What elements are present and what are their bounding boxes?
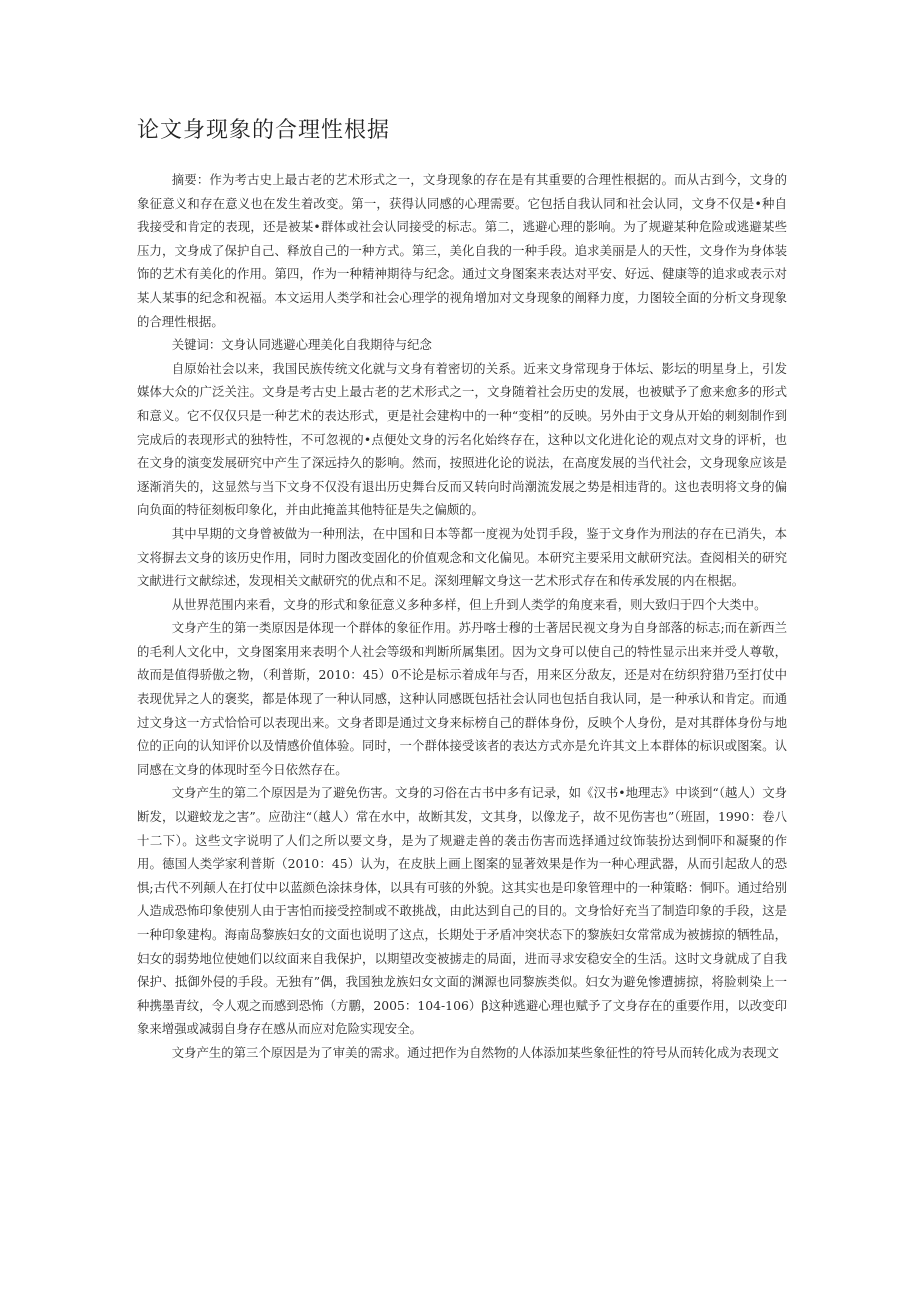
body-paragraph: 自原始社会以来，我国民族传统文化就与文身有着密切的关系。近来文身常现身于体坛、影坛的明星身上，引发媒体大众的广泛关注。文身是考古史上最古老的艺术形式之一，文身随着社会历史的发展，也被赋予了愈来愈多的形式和意义。它不仅仅只是一种艺术的表达形式，更是社会建构中的一种“变相”的反映。另外由于文身从开始的刺刻制作到完成后的表现形式的独特性，不可忽视的•点便处文身的污名化始终存在，这种以文化进化论的观点对文身的评析，也在文身的演变发展研究中产生了深远持久的影响。然而，按照进化论的说法，在高度发展的当代社会，文身现象应该是逐渐消失的，这显然与当下文身不仅没有退出历史舞台反而又转向时尚潮流发展之势是相违背的。这也表明将文身的偏向负面的特征刻板印象化，并由此掩盖其他特征是失之偏颇的。 xyxy=(137,360,787,518)
body-paragraph: 其中早期的文身曾被做为一种刑法，在中国和日本等都一度视为处罚手段，鉴于文身作为刑法的存在已消失，本文将摒去文身的该历史作用，同时力图改变固化的价值观念和文化偏见。本研究主要采用文献研究法。查阅相关的研究文献进行文献综述，发现相关文献研究的优点和不足。深刻理解文身这一艺术形式存在和传承发展的内在根据。 xyxy=(137,525,787,589)
body-paragraph: 文身产生的第三个原因是为了审美的需求。通过把作为自然物的人体添加某些象征性的符号从而转化成为表现文 xyxy=(171,1044,779,1060)
keywords-paragraph: 关键词：文身认同逃避心理美化自我期待与纪念 xyxy=(171,337,432,353)
document-title: 论文身现象的合理性根据 xyxy=(137,118,391,143)
body-paragraph: 文身产生的第一类原因是体现一个群体的象征作用。苏丹喀士穆的士著居民视文身为自身部落的标志;而在新西兰的毛利人文化中，文身图案用来表明个人社会等级和判断所属集团。因为文身可以使自己的特性显示出来并受人尊敬，故而是值得骄傲之物，（利普斯，2010：45）0不论是标示着成年与否，用来区分敌友，还是对在纺织狩猎乃至打仗中表现优异之人的褒奖，都是体现了一种认同感，这种认同感既包括社会认同也包括自我认同，是一种承认和肯定。而通过文身这一方式恰恰可以表现出来。文身者即是通过文身来标榜自己的群体身份，反映个人身份，是对其群体身份与地位的正向的认知评价以及情感价值体验。同时，一个群体接受该者的表达方式亦是允许其文上本群体的标识或图案。认同感在文身的体现时至今日依然存在。 xyxy=(137,620,787,777)
body-paragraph: 从世界范围内来看，文身的形式和象征意义多种多样，但上升到人类学的角度来看，则大致归于四个大类中。 xyxy=(171,596,767,612)
body-paragraph: 文身产生的第二个原因是为了避免伤害。文身的习俗在古书中多有记录，如《汉书•地理志》中谈到“（越人）文身断发，以避蛟龙之害”。应劭注“（越人）常在水中，故断其发，文其身，以像龙子，故不见伤害也”（班固，1990：卷八十二下）。这些文字说明了人们之所以要文身，是为了规避走兽的袭击伤害而选择通过纹饰装扮达到恫吓和凝聚的作用。德国人类学家利普斯（2010：45）认为，在皮肤上画上图案的显著效果是作为一种心理武器，从而引起敌人的恐惧;古代不列颠人在打仗中以蓝颜色涂抹身体，以具有可骇的外貌。这其实也是印象管理中的一种策略：恫吓。通过给别人造成恐怖印象使别人由于害怕而接受控制或不敢挑战，由此达到自己的目的。文身恰好充当了制造印象的手段，这是一种印象建构。海南岛黎族妇女的文面也说明了这点，长期处于矛盾冲突状态下的黎族妇女常常成为被掳掠的牺牲品，妇女的弱势地位使她们以纹面来自我保护，以期望改变被掳走的局面，进而寻求安稳安全的生活。这时文身就成了自我保护、抵御外侵的手段。无独有”偶，我国独龙族妇女文面的渊源也同黎族类似。妇女为避免惨遭掳掠，将脸刺染上一种携墨青纹，令人观之而感到恐怖（方鹏，2005：104-106）β这种逃避心理也赋予了文身存在的重要作用，以改变印象来增强或减弱自身存在感从而应对危险实现安全。 xyxy=(137,785,787,1037)
document-body xyxy=(137,114,787,1065)
abstract-paragraph: 摘要：作为考古史上最古老的艺术形式之一，文身现象的存在是有其重要的合理性根据的。而从古到今，文身的象征意义和存在意义也在发生着改变。第一，获得认同感的心理需要。它包括自我认同和社会认同，文身不仅是•种自我接受和肯定的表现，还是被某•群体或社会认同接受的标志。第二，逃避心理的影响。为了规避某种危险或逃避某些压力，文身成了保护自己、释放自己的一种方式。第三，美化自我的一种手段。追求美丽是人的天性，文身作为身体装饰的艺术有美化的作用。第四，作为一种精神期待与纪念。通过文身图案来表达对平安、好远、健康等的追求或表示对某人某事的纪念和祝福。本文运用人类学和社会心理学的视角增加对文身现象的阐释力度，力图较全面的分析文身现象的合理性根据。 xyxy=(137,172,787,329)
